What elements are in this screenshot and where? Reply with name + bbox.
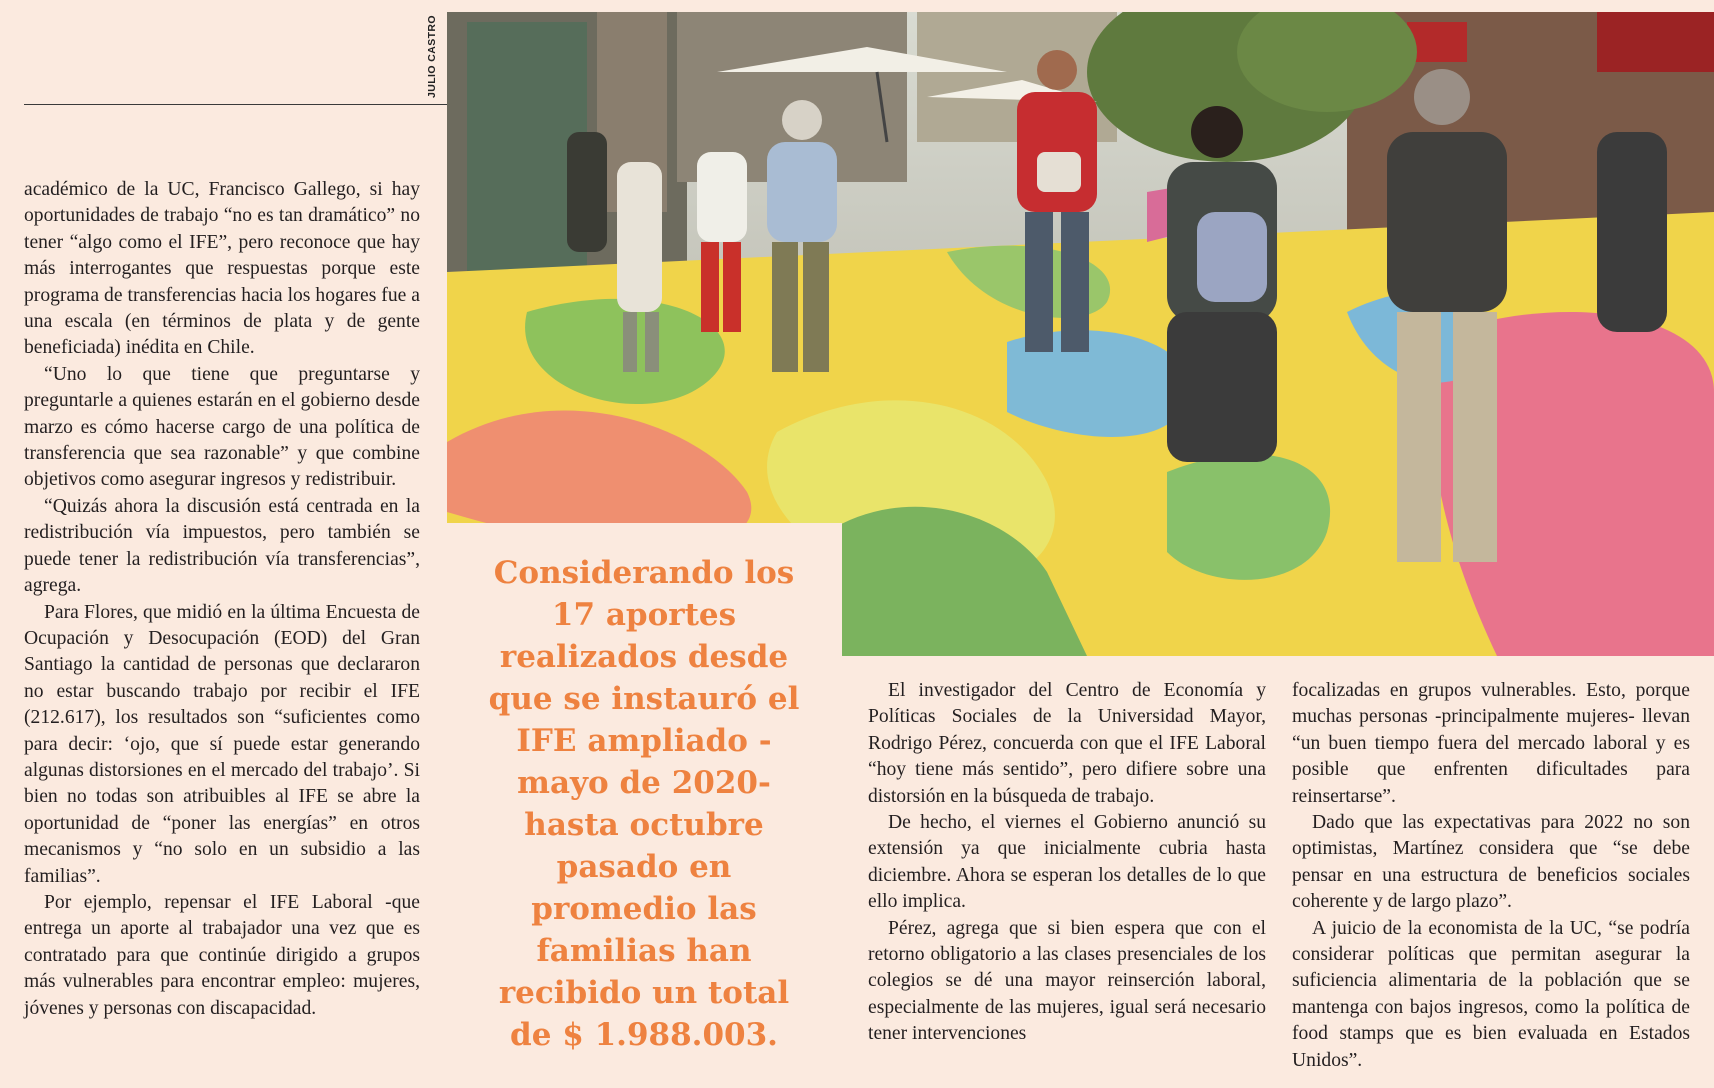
column-1-paragraph: académico de la UC, Francisco Gallego, si hay oportunidades de trabajo “no es tan dramático” no tener “algo como el IFE”, pero reconoce que hay más interrogantes que respuestas porque este programa de transferencias hacia los hogares fue a una escala (en términos de plata y de gente beneficiada) inédita en Chile.	[24, 179, 420, 359]
column-3	[868, 678, 1266, 1048]
column-4	[1292, 678, 1690, 1074]
column-4-paragraph: focalizadas en grupos vulnerables. Esto, porque muchas personas -principalmente mujeres- llevan “un buen tiempo fuera del mercado laboral y es posible que enfrenten dificultades para reinsertarse”.	[1292, 680, 1690, 807]
column-1-paragraph: Por ejemplo, repensar el IFE Laboral -que entrega un aporte al trabajador una vez que es contratado para que continúe dirigido a grupos más vulnerables para encontrar empleo: mujeres, jóvenes y personas con discapacidad.	[24, 891, 420, 1019]
top-rule	[24, 104, 447, 105]
column-1	[24, 177, 420, 1022]
column-3-paragraph: De hecho, el viernes el Gobierno anunció su extensión ya que inicialmente cubria hasta diciembre. Ahora se esperan los detalles de lo que ello implica.	[868, 812, 1266, 913]
column-3-paragraph: El investigador del Centro de Economía y Políticas Sociales de la Universidad Mayor, Rodrigo Pérez, concuerda con que el IFE Laboral “hoy tiene más sentido”, pero difiere sobre una distorsión en la búsqueda de trabajo.	[868, 680, 1266, 807]
pull-quote: Considerando los 17 aportes realizados desde que se instauró el IFE ampliado -mayo de 2020- hasta octubre pasado en promedio las familias han recibido un total de $ 1.988.003.	[488, 555, 800, 1053]
column-1-paragraph: Para Flores, que midió en la última Encuesta de Ocupación y Desocupación (EOD) del Gran Santiago la cantidad de personas que declararon no estar buscando trabajo por recibir el IFE (212.617), los resultados son “suficientes como para decir: ‘ojo, que sí puede estar generando algunas distorsiones en el mercado del trabajo’. Si bien no todas son atribuibles al IFE se abre la oportunidad de “poner las energías” en otros mecanismos y “no solo en un subsidio a las familias”.	[24, 601, 420, 887]
column-1-paragraph: “Uno lo que tiene que preguntarse y preguntarle a quienes estarán en el gobierno desde marzo es cómo hacerse cargo de una política de transferencia que sea razonable” y que combine objetivos como asegurar ingresos y redistribuir.	[24, 363, 420, 491]
column-4-paragraph: Dado que las expectativas para 2022 no son optimistas, Martínez considera que “se debe pensar en una estructura de beneficios sociales coherente y de largo plazo”.	[1292, 812, 1690, 913]
column-3-paragraph: Pérez, agrega que si bien espera que con el retorno obligatorio a las clases presenciales de los colegios se dé una mayor reinserción laboral, especialmente de las mujeres, igual será necesario tener intervenciones	[868, 917, 1266, 1045]
column-4-paragraph: A juicio de la economista de la UC, “se podría considerar políticas que permitan asegurar la suficiencia alimentaria de la población que se mantenga con bajos ingresos, como la política de food stamps que es bien evaluada en Estados Unidos”.	[1292, 917, 1690, 1071]
column-1-paragraph: “Quizás ahora la discusión está centrada en la redistribución vía impuestos, pero también se puede tener la redistribución vía transferencias”, agrega.	[24, 495, 420, 597]
photo-credit: JULIO CASTRO	[426, 15, 438, 99]
